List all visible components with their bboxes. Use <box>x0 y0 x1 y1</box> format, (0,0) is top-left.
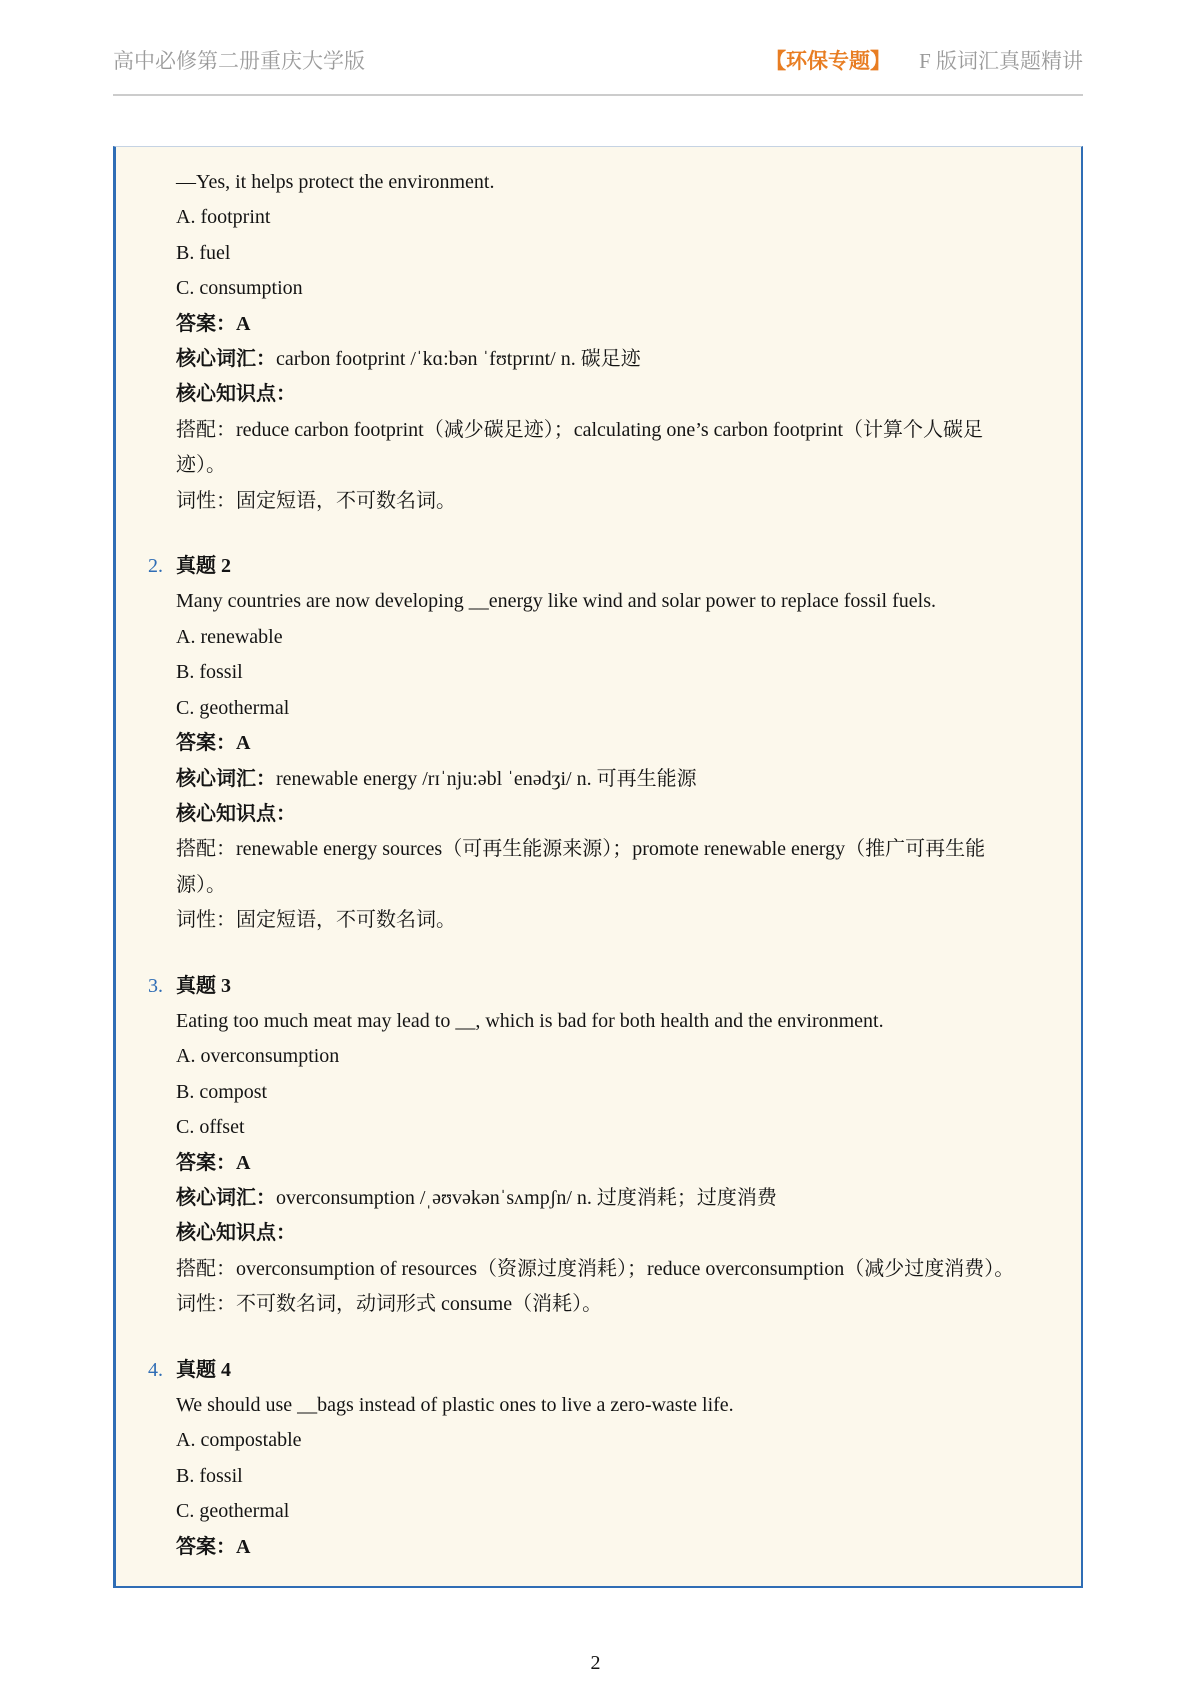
core-vocab-text: renewable energy /rɪˈnju:əbl ˈenədʒi/ n. 可再生能源 <box>276 767 697 790</box>
core-vocab-label: 核心词汇： <box>176 1186 276 1209</box>
question-item-3 <box>148 969 1061 1323</box>
option-b: B. fossil <box>176 661 243 684</box>
option-a: A. footprint <box>176 206 271 229</box>
core-vocab-line <box>176 342 1061 377</box>
option-c: C. offset <box>176 1116 245 1139</box>
option-c: C. geothermal <box>176 1500 290 1523</box>
answer-line <box>176 1146 1061 1181</box>
collocation-line-1: 搭配：renewable energy sources（可再生能源来源）；promote renewable energy（推广可再生能 <box>176 838 986 861</box>
question-text: Many countries are now developing __energy like wind and solar power to replace fossil fuels. <box>176 590 936 613</box>
header-book-title: 高中必修第二册重庆大学版 <box>113 49 365 73</box>
collocation-line-1: 搭配：overconsumption of resources（资源过度消耗）；reduce overconsumption（减少过度消费）。 <box>176 1257 1015 1280</box>
core-vocab-label: 核心词汇： <box>176 767 276 790</box>
core-vocab-text: carbon footprint /ˈkɑ:bən ˈfʊtprɪnt/ n. 碳足迹 <box>276 348 641 371</box>
item-number: 4. <box>148 1358 163 1381</box>
item-heading: 真题 4 <box>176 1358 231 1381</box>
page-number: 2 <box>590 1652 601 1674</box>
item-heading: 真题 2 <box>176 555 231 578</box>
item-heading: 真题 3 <box>176 974 231 997</box>
answer-label: 答案： <box>176 312 236 335</box>
header-series-title: F 版词汇真题精讲 <box>919 49 1083 73</box>
option-c: C. consumption <box>176 277 303 300</box>
option-b: B. compost <box>176 1080 268 1103</box>
question-item-2 <box>148 549 1061 938</box>
knowledge-points-label: 核心知识点： <box>176 802 296 825</box>
question-text: —Yes, it helps protect the environment. <box>176 171 495 193</box>
question-text: We should use __bags instead of plastic ones to live a zero-waste life. <box>176 1394 734 1416</box>
answer-value: A <box>236 1151 251 1174</box>
collocation-line-2: 源）。 <box>176 873 226 896</box>
answer-value: A <box>236 1535 251 1558</box>
option-b: B. fuel <box>176 241 231 264</box>
question-text: Eating too much meat may lead to __, which is bad for both health and the environment. <box>176 1009 884 1032</box>
option-a: A. compostable <box>176 1429 302 1452</box>
knowledge-points-label: 核心知识点： <box>176 383 296 406</box>
question-box <box>113 146 1083 1588</box>
core-vocab-text: overconsumption /ˌəʊvəkənˈsʌmpʃn/ n. 过度消耗；过度消费 <box>276 1186 777 1209</box>
answer-line <box>176 1530 1061 1565</box>
option-c: C. geothermal <box>176 696 290 719</box>
answer-value: A <box>236 732 251 755</box>
option-a: A. renewable <box>176 625 283 648</box>
answer-line <box>176 726 1061 761</box>
core-vocab-line <box>176 1181 1061 1216</box>
answer-value: A <box>236 312 251 335</box>
collocation-line-1: 搭配：reduce carbon footprint（减少碳足迹）；calculating one’s carbon footprint（计算个人碳足 <box>176 418 984 441</box>
question-item-4 <box>148 1353 1061 1565</box>
header-topic-tag: 【环保专题】 <box>765 49 892 73</box>
knowledge-points-label: 核心知识点： <box>176 1222 296 1245</box>
option-b: B. fossil <box>176 1464 243 1487</box>
part-of-speech-line: 词性：固定短语，不可数名词。 <box>176 489 456 512</box>
part-of-speech-line: 词性：固定短语，不可数名词。 <box>176 909 456 932</box>
answer-label: 答案： <box>176 1535 236 1558</box>
core-vocab-line <box>176 762 1061 797</box>
item-number: 3. <box>148 974 163 997</box>
item-number: 2. <box>148 555 163 578</box>
part-of-speech-line: 词性：不可数名词，动词形式 consume（消耗）。 <box>176 1293 603 1316</box>
answer-line <box>176 307 1061 342</box>
header-divider <box>113 94 1083 96</box>
question-item-1 <box>176 165 1061 519</box>
header-right <box>765 47 1083 75</box>
answer-label: 答案： <box>176 1151 236 1174</box>
answer-label: 答案： <box>176 732 236 755</box>
core-vocab-label: 核心词汇： <box>176 348 276 371</box>
collocation-line-2: 迹）。 <box>176 454 226 477</box>
option-a: A. overconsumption <box>176 1045 340 1068</box>
